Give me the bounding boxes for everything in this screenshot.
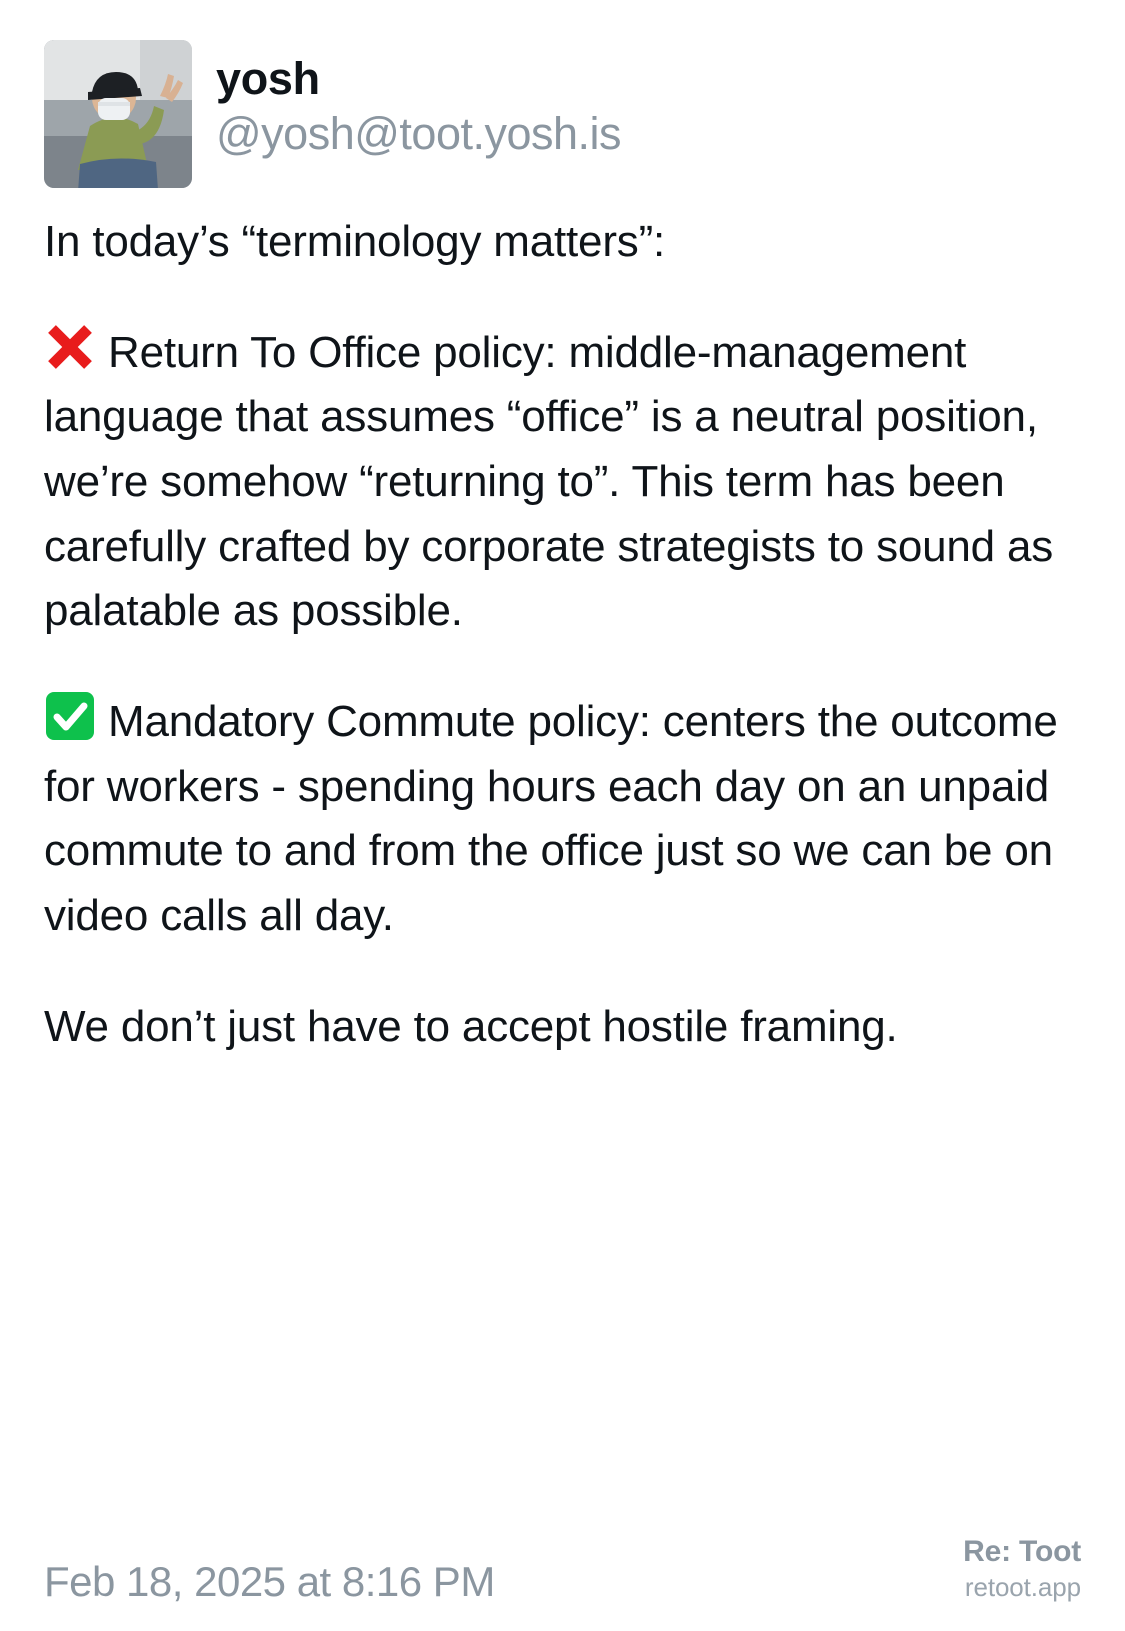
- post-paragraph-closing: [44, 995, 1081, 1060]
- post-paragraph-commute: [44, 690, 1081, 949]
- branding: [963, 1535, 1081, 1605]
- avatar[interactable]: [44, 40, 192, 188]
- post-timestamp: Feb 18, 2025 at 8:16 PM: [44, 1557, 495, 1605]
- post-paragraph-commute-text: Mandatory Commute policy: centers the outcome for workers - spending hours each day on an unpaid commute to and from the office just so we can be on video calls all day.: [44, 697, 1058, 941]
- post-footer: [44, 1535, 1081, 1631]
- brand-subtitle: retoot.app: [964, 1572, 1081, 1603]
- post-paragraph-intro: [44, 210, 1081, 275]
- check-mark-button-icon: [44, 690, 96, 742]
- brand-title: Re: Toot: [963, 1534, 1081, 1568]
- post-header: [44, 40, 1081, 188]
- post-paragraph-intro-text: In today’s “terminology matters”:: [44, 217, 666, 266]
- author-display-name: yosh: [216, 53, 320, 104]
- post-paragraph-rto-text: Return To Office policy: middle-management language that assumes “office” is a neutral position, we’re somehow “returning to”. This term has been carefully crafted by corporate strategists to sound as palatable as possible.: [44, 327, 1054, 636]
- cross-mark-icon: [44, 321, 96, 373]
- post-paragraph-rto: [44, 321, 1081, 644]
- author-handle: @yosh@toot.yosh.is: [216, 108, 622, 160]
- post-body: [44, 198, 1081, 1501]
- post-paragraph-closing-text: We don’t just have to accept hostile framing.: [44, 1001, 898, 1051]
- author-identity: [216, 40, 621, 161]
